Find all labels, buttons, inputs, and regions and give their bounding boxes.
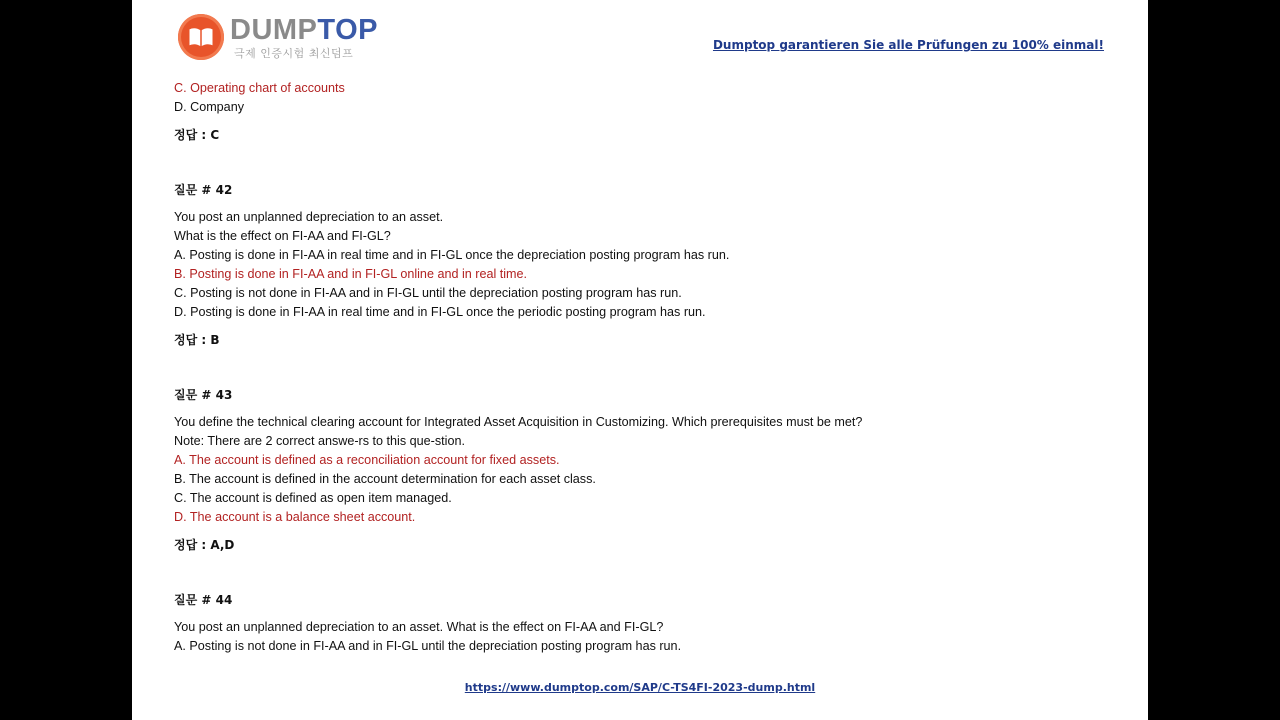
question-line: C. Posting is not done in FI-AA and in FI-GL until the depreciation posting program has run. [174, 286, 682, 300]
question-list [174, 181, 1094, 656]
question-block [174, 181, 1094, 350]
question-line: You define the technical clearing account for Integrated Asset Acquisition in Customizing. Which prerequisites must be met? [174, 415, 863, 429]
answer-key: 정답 : A,D [174, 538, 235, 552]
question-block [174, 591, 1094, 656]
document-page [132, 0, 1148, 720]
correct-option: A. The account is defined as a reconciliation account for fixed assets. [174, 453, 560, 467]
question-line: C. The account is defined as open item managed. [174, 491, 452, 505]
header-slogan-link[interactable]: Dumptop garantieren Sie alle Prüfungen zu 100% einmal! [712, 38, 1104, 52]
question-line: B. The account is defined in the account determination for each asset class. [174, 472, 596, 486]
footer-url-link[interactable]: https://www.dumptop.com/SAP/C-TS4FI-2023-dump.html [464, 681, 816, 694]
correct-option: B. Posting is done in FI-AA and in FI-GL online and in real time. [174, 267, 528, 281]
book-icon [178, 14, 224, 60]
question-heading: 질문 # 42 [174, 183, 233, 197]
question-line: You post an unplanned depreciation to an asset. What is the effect on FI-AA and FI-GL? [174, 620, 664, 634]
answer-key: 정답 : C [174, 128, 220, 142]
document-content [174, 79, 1094, 656]
correct-option: D. The account is a balance sheet account. [174, 510, 416, 524]
previous-question-block [174, 79, 1094, 145]
question-heading: 질문 # 44 [174, 593, 233, 607]
question-line: What is the effect on FI-AA and FI-GL? [174, 229, 391, 243]
question-heading: 질문 # 43 [174, 388, 233, 402]
logo-wordmark: DUMPTOP [230, 14, 378, 46]
question-line: D. Posting is done in FI-AA in real time and in FI-GL once the periodic posting program has run. [174, 305, 706, 319]
logo-subtitle: 극제 인증시험 최신덤프 [234, 47, 354, 60]
answer-option: D. Company [174, 100, 244, 114]
question-line: A. Posting is not done in FI-AA and in FI-GL until the depreciation posting program has run. [174, 639, 682, 653]
question-block [174, 386, 1094, 555]
question-line: You post an unplanned depreciation to an asset. [174, 210, 444, 224]
answer-key: 정답 : B [174, 333, 220, 347]
question-line: A. Posting is done in FI-AA in real time and in FI-GL once the depreciation posting program has run. [174, 248, 730, 262]
question-line: Note: There are 2 correct answe-rs to this que-stion. [174, 434, 465, 448]
correct-option: C. Operating chart of accounts [174, 81, 345, 95]
